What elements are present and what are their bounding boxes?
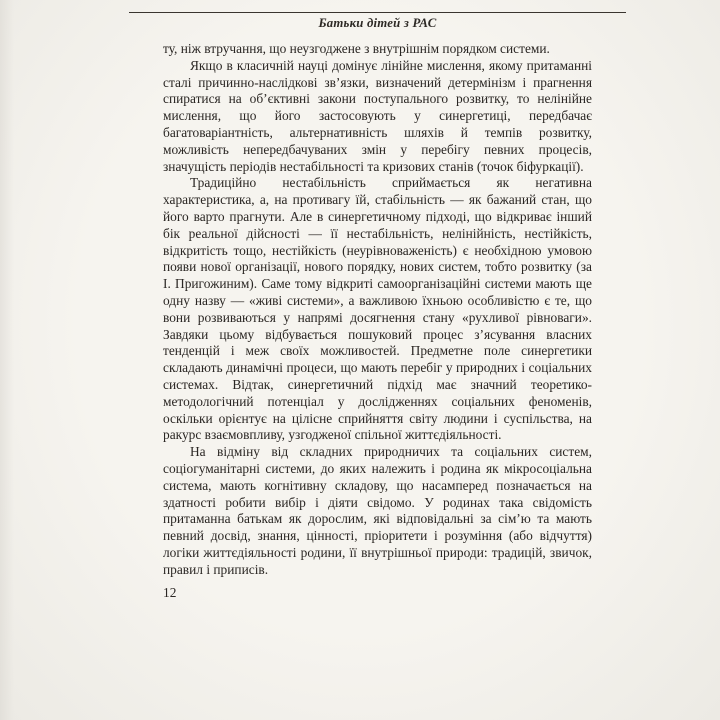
paragraph-family-systems: На відміну від складних природничих та соціальних систем, соціогуманітарні системи, до яких належить і родина як мікросоціальна система, мають когнітивну складову, що насамперед позначається на здатності робити вибір і діяти свідомо. У родинах така свідомість притаманна батькам як дорослим, які відповідальні за сім’ю та мають певний досвід, знання, цінності, пріоритети і розуміння (або відчуття) логіки життєдіяльності родини, її внутрішньої природи: традицій, звичок, правил і приписів. <box>163 444 592 577</box>
page-footer <box>163 585 592 601</box>
header-rule <box>129 12 626 13</box>
page-number: 12 <box>163 584 177 600</box>
running-header <box>163 12 592 31</box>
running-header-title: Батьки дітей з РАС <box>318 16 437 30</box>
paragraph-instability: Традиційно нестабільність сприймається як негативна характеристика, а, на противагу їй, стабільність — як бажаний стан, що його варто прагнути. Але в синергетичному підході, що відкриває інший бік реальної дійсності — її нестабільність, нелінійність, нестійкість, відкритість тощо, нестійкість (неурівноваженість) є необхідною умовою появи нової організації, нового порядку, нових систем, тобто розвитку (за І. Пригожиним). Саме тому відкриті самоорганізаційні системи мають ще одну назву — «живі системи», а важливою їхньою особливістю є те, що вони розвиваються у напрямі досягнення стану «рухливої рівноваги». Завдяки цьому відбувається пошуковий процес з’ясування власних тенденцій і меж своїх можливостей. Предметне поле синергетики складають динамічні процеси, що мають перебіг у природних і соціальних системах. Відтак, синергетичний підхід має значний теоретико-методологічний потенціал у дослідженнях соціальних феноменів, оскільки орієнтує на цілісне сприйняття світу людини і суспільства, на ракурс взаємовпливу, узгодженої спільної життєдіяльності. <box>163 175 592 443</box>
paragraph-linear-thinking: Якщо в класичній науці домінує лінійне мислення, якому притаманні сталі причинно-наслідкові зв’язки, визначений детермінізм і прагнення спиратися на об’єктивні закони поступального розвитку, то нелінійне мислення, що його застосовують у синергетиці, передбачає багатоваріантність, альтернативність шляхів й темпів розвитку, можливість непередбачуваних змін у перебігу певних процесів, значущість періодів нестабільності та кризових станів (точок біфуркації). <box>163 57 592 174</box>
paragraph-continuation: ту, ніж втручання, що неузгоджене з внутрішнім порядком системи. <box>163 41 550 56</box>
text-column <box>163 12 592 601</box>
page-edge-shadow <box>0 0 14 720</box>
page-body <box>163 41 592 579</box>
